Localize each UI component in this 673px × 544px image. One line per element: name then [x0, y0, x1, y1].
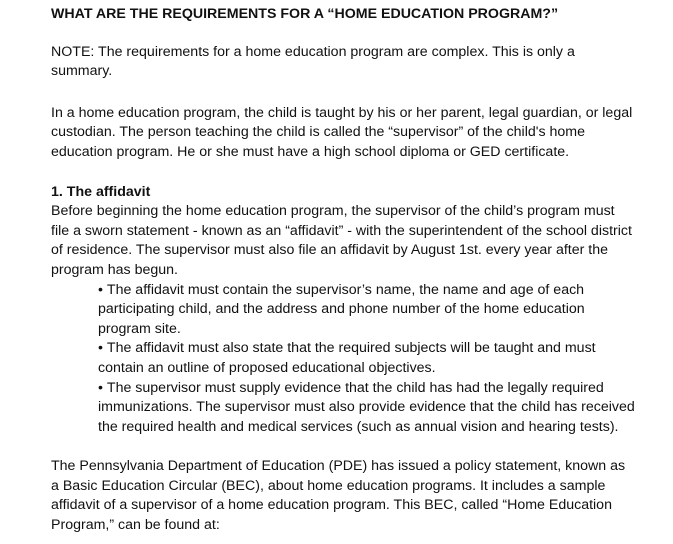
affidavit-body: Before beginning the home education program, the supervisor of the child’s program must file a sworn statement - known as an “affidavit” - with the superintendent of the school district of residence. The supervisor must also file an affidavit by August 1st. every year after the program has begun.: [51, 203, 632, 278]
affidavit-section: [51, 183, 636, 438]
affidavit-bullet-list: [51, 281, 636, 438]
section-heading: 1. The affidavit: [51, 183, 151, 200]
document-page: [51, 5, 636, 536]
note-paragraph: NOTE: The requirements for a home education program are complex. This is only a summary.: [51, 43, 575, 80]
bullet-item: • The affidavit must contain the supervisor’s name, the name and age of each participating child, and the address and phone number of the home education program site.: [98, 281, 636, 340]
page-title: WHAT ARE THE REQUIREMENTS FOR A “HOME EDUCATION PROGRAM?”: [51, 6, 559, 22]
bullet-item: • The affidavit must also state that the required subjects will be taught and must contain an outline of proposed educational objectives.: [98, 339, 636, 378]
bullet-item: • The supervisor must supply evidence that the child has had the legally required immunizations. The supervisor must also provide evidence that the child has received the required health and medical services (such as annual vision and hearing tests).: [98, 379, 636, 438]
intro-paragraph: In a home education program, the child is taught by his or her parent, legal guardian, or legal custodian. The person teaching the child is called the “supervisor” of the child's home education program. He or she must have a high school diploma or GED certificate.: [51, 104, 633, 160]
closing-paragraph: The Pennsylvania Department of Education (PDE) has issued a policy statement, known as a Basic Education Circular (BEC), about home education programs. It includes a sample affidavit of a supervisor of a home education program. This BEC, called “Home Education Program,” can be found at:: [51, 458, 626, 534]
